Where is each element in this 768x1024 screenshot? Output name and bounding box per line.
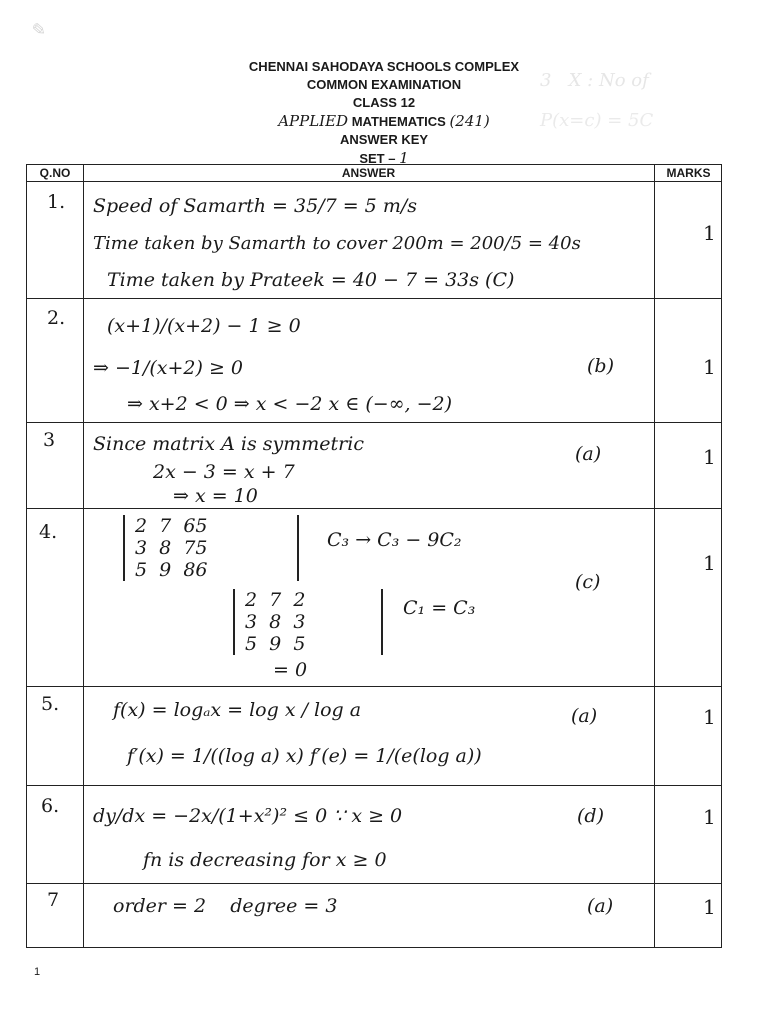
- answer-line: ⇒ −1/(x+2) ≥ 0: [93, 357, 244, 379]
- option-answer: (a): [587, 895, 614, 917]
- option-answer: (d): [577, 805, 604, 827]
- column-operation: C₁ = C₃: [403, 597, 476, 619]
- determinant-row: 2 7 2: [245, 589, 306, 611]
- question-number: 5.: [41, 693, 60, 715]
- answer-line: 2x − 3 = x + 7: [153, 461, 295, 483]
- bleed-through-text: 3 X : No of: [540, 70, 649, 91]
- document-header: [0, 58, 768, 168]
- question-number: 1.: [47, 191, 66, 213]
- bleed-through-text: P(x=c) = 5C: [540, 110, 654, 131]
- answer-key-label: ANSWER KEY: [339, 132, 429, 147]
- question-number: 6.: [41, 795, 60, 817]
- set-label: SET –: [359, 151, 396, 166]
- row-divider: [27, 181, 721, 182]
- subject-line: [0, 112, 768, 131]
- subject-label: MATHEMATICS: [351, 114, 446, 129]
- determinant-row: 5 9 5: [245, 633, 306, 655]
- row-divider: [27, 508, 721, 509]
- answer-table: [26, 164, 722, 948]
- answer-line: Since matrix A is symmetric: [93, 433, 364, 455]
- answer-line: ⇒ x = 10: [173, 485, 258, 507]
- marks-value: 1: [703, 551, 716, 575]
- question-number: 3: [43, 429, 56, 451]
- school-name: CHENNAI SAHODAYA SCHOOLS COMPLEX: [248, 59, 520, 74]
- determinant-result: = 0: [273, 659, 308, 681]
- column-operation: C₃ → C₃ − 9C₂: [327, 529, 462, 551]
- row-divider: [27, 883, 721, 884]
- answer-line: f(x) = logₐx = log x / log a: [113, 699, 362, 721]
- column-divider: [83, 165, 84, 947]
- set-number: 1: [399, 149, 409, 167]
- marks-value: 1: [703, 895, 716, 919]
- answer-line: Time taken by Prateek = 40 − 7 = 33s (C): [107, 269, 515, 291]
- question-number: 4.: [39, 521, 58, 543]
- option-answer: (a): [575, 443, 602, 465]
- marks-value: 1: [703, 355, 716, 379]
- answer-line: Speed of Samarth = 35/7 = 5 m/s: [93, 195, 417, 217]
- answer-line: Time taken by Samarth to cover 200m = 200/5 = 40s: [93, 233, 581, 254]
- marks-value: 1: [703, 705, 716, 729]
- determinant-1: [123, 515, 299, 581]
- answer-line: (x+1)/(x+2) − 1 ≥ 0: [107, 315, 301, 337]
- subject-handwritten: APPLIED: [278, 112, 349, 130]
- determinant-row: 5 9 86: [135, 559, 208, 581]
- row-divider: [27, 422, 721, 423]
- question-number: 7: [47, 889, 60, 911]
- answer-line: dy/dx = −2x/(1+x²)² ≤ 0 ∵ x ≥ 0: [93, 805, 403, 827]
- determinant-row: 3 8 75: [135, 537, 208, 559]
- row-divider: [27, 686, 721, 687]
- column-divider: [654, 165, 655, 947]
- marks-value: 1: [703, 221, 716, 245]
- determinant-2: [233, 589, 383, 655]
- answer-line: order = 2 degree = 3: [113, 895, 338, 917]
- row-divider: [27, 298, 721, 299]
- bleed-through-text: ✎: [27, 18, 48, 43]
- column-header-marks: MARKS: [666, 166, 711, 180]
- determinant-row: 2 7 65: [135, 515, 208, 537]
- option-answer: (a): [571, 705, 598, 727]
- row-divider: [27, 785, 721, 786]
- class-label: CLASS 12: [352, 95, 416, 110]
- option-answer: (c): [575, 571, 601, 593]
- answer-line: ⇒ x+2 < 0 ⇒ x < −2 x ∈ (−∞, −2): [127, 393, 453, 415]
- column-header-qno: Q.NO: [39, 166, 71, 180]
- column-header-answer: ANSWER: [341, 166, 396, 180]
- exam-name: COMMON EXAMINATION: [306, 77, 462, 92]
- page-number: 1: [34, 966, 41, 978]
- marks-value: 1: [703, 805, 716, 829]
- answer-line: fn is decreasing for x ≥ 0: [143, 849, 387, 871]
- option-answer: (b): [587, 355, 614, 377]
- question-number: 2.: [47, 307, 66, 329]
- marks-value: 1: [703, 445, 716, 469]
- subject-code: (241): [449, 112, 490, 130]
- determinant-row: 3 8 3: [245, 611, 306, 633]
- answer-line: f′(x) = 1/((log a) x) f′(e) = 1/(e(log a)): [127, 745, 482, 767]
